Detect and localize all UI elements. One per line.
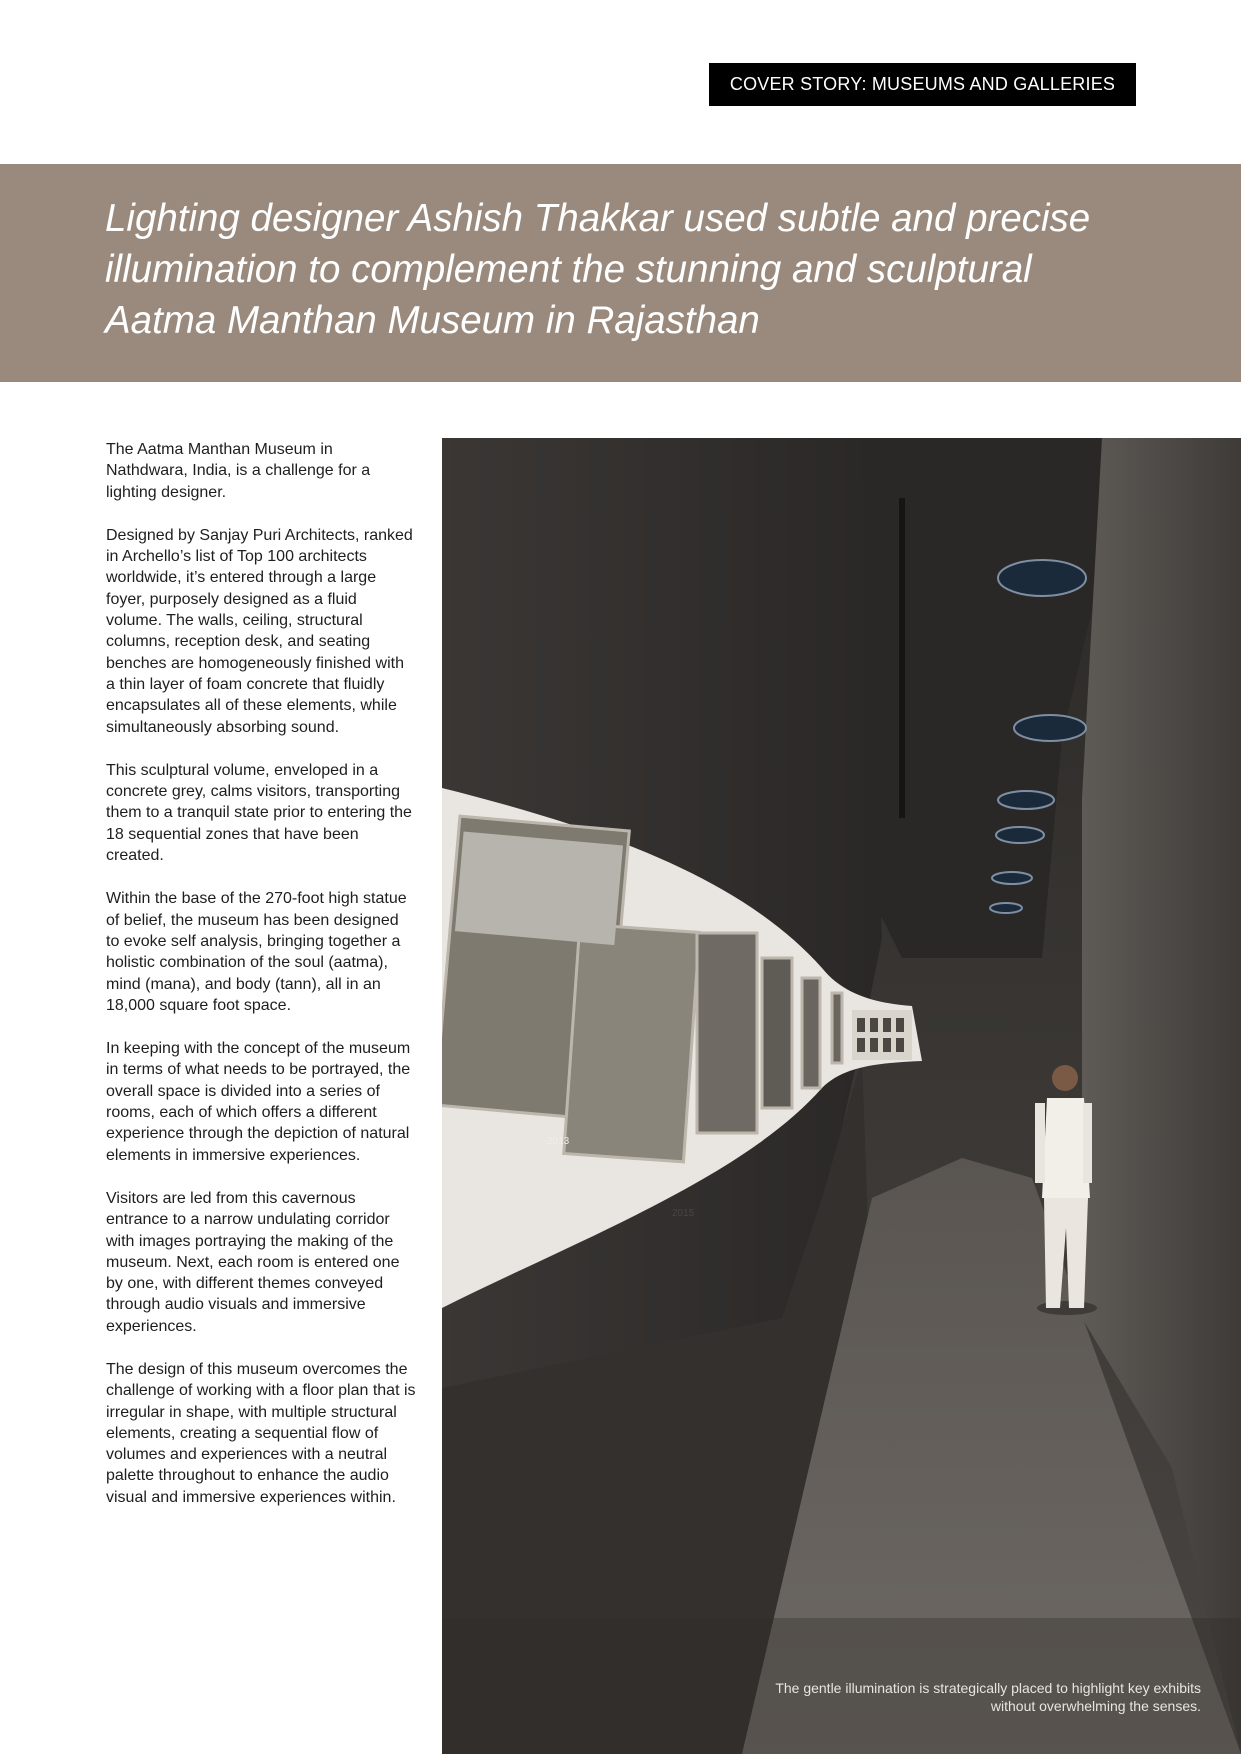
museum-corridor-photo (442, 438, 1241, 1754)
body-paragraph: In keeping with the concept of the museum in terms of what needs to be portrayed, the overall space is divided into a series of rooms, each of which offers a different experience through the depiction of natural elements in immersive experiences. (106, 1040, 411, 1164)
body-paragraph: Within the base of the 270-foot high statue of belief, the museum has been designed to evoke self analysis, bringing together a holistic combination of the soul (aatma), mind (mana), and body (tann), all in an 18,000 square foot space. (106, 890, 407, 1014)
deck-line: Lighting designer Ashish Thakkar used subtle and precise (105, 197, 1091, 240)
caption-line: without overwhelming the senses. (990, 1698, 1201, 1714)
body-paragraph: The design of this museum overcomes the challenge of working with a floor plan that is irregular in shape, with multiple structural elements, creating a sequential flow of volumes and experiences with a neutral palette throughout to enhance the audio visual and immersive experiences within. (106, 1360, 416, 1506)
body-paragraph: The Aatma Manthan Museum in Nathdwara, India, is a challenge for a lighting designer. (106, 441, 371, 501)
section-tag: COVER STORY: MUSEUMS AND GALLERIES (709, 63, 1136, 106)
deck-line: illumination to complement the stunning and sculptural (105, 248, 1032, 291)
photo-year-label: 2015 (672, 1208, 695, 1219)
article-body (106, 439, 416, 1530)
deck-line: Aatma Manthan Museum in Rajasthan (105, 299, 760, 342)
photo-caption (641, 1679, 1201, 1715)
body-paragraph: Designed by Sanjay Puri Architects, ranked in Archello’s list of Top 100 architects worldwide, it’s entered through a large foyer, purposely designed as a fluid volume. The walls, ceiling, structural columns, reception desk, and seating benches are homogeneously finished with a thin layer of foam concrete that fluidly encapsulates all of these elements, while simultaneously absorbing sound. (106, 526, 413, 736)
caption-line: The gentle illumination is strategically placed to highlight key exhibits (775, 1680, 1201, 1696)
body-paragraph: Visitors are led from this cavernous entrance to a narrow undulating corridor with images portraying the making of the museum. Next, each room is entered one by one, with different themes conveyed through audio visuals and immersive experiences. (106, 1189, 400, 1335)
body-paragraph: This sculptural volume, enveloped in a concrete grey, calms visitors, transporting them to a tranquil state prior to entering the 18 sequential zones that have been created. (106, 761, 412, 865)
deck-headline (105, 193, 1105, 346)
photo-year-label: 2013 (547, 1136, 570, 1147)
